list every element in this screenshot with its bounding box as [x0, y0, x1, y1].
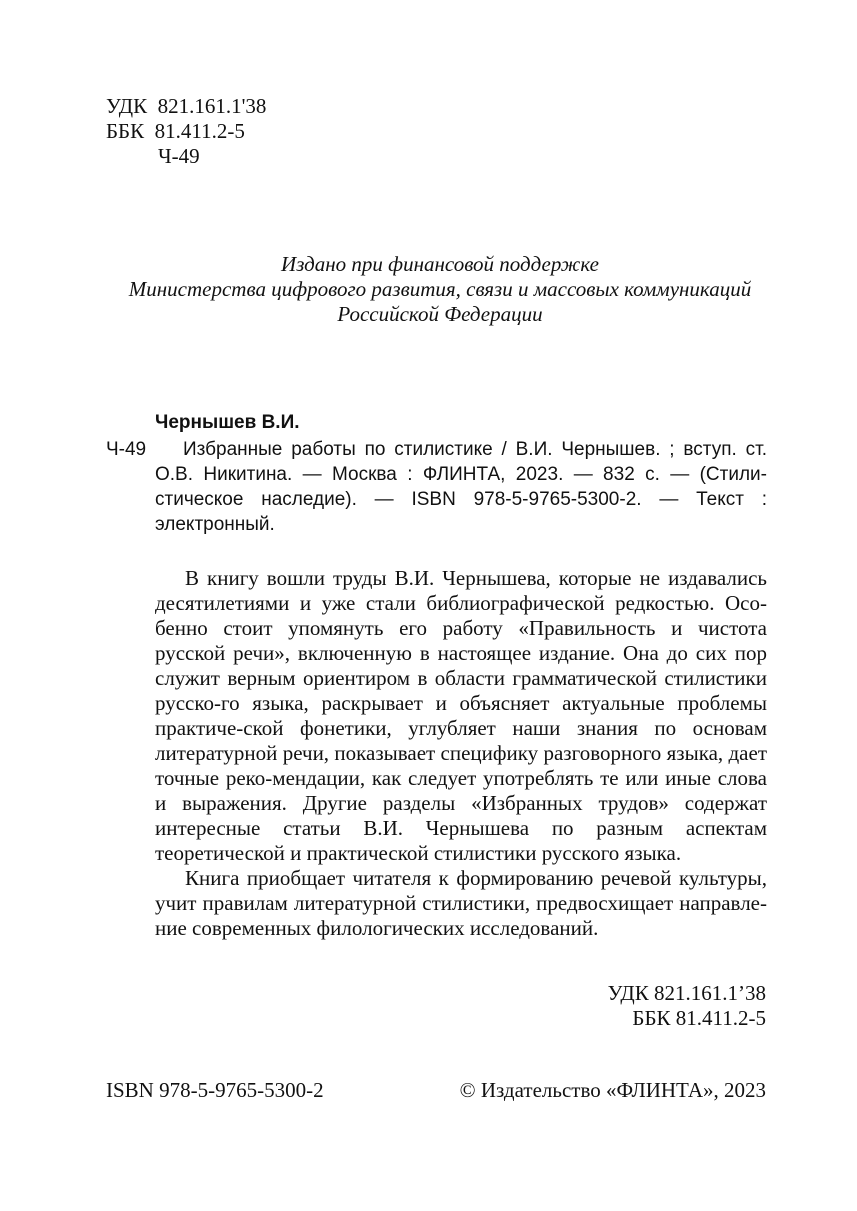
funding-line-2: Министерства цифрового развития, связи и массовых коммуникаций [128, 277, 752, 301]
funding-notice [60, 252, 820, 327]
udk-code: УДК 821.161.1'38 [106, 94, 267, 118]
catalog-author: Чернышев В.И. [155, 412, 300, 433]
author-mark: Ч-49 [158, 144, 200, 168]
classification-codes [106, 94, 266, 169]
annotation [155, 566, 767, 941]
isbn: ISBN 978-5-9765-5300-2 [106, 1078, 324, 1102]
bibliographic-text: Избранные работы по стилистике / В.И. Чернышев. ; вступ. ст. О.В. Никитина. — Москва : ФЛИНТА, 2023. — 832 с. — (Стилистическое наследие). — ISBN 978-5-9765-5300-2. — Текст : электронный. [155, 439, 767, 535]
bbk-code: ББК 81.411.2-5 [106, 119, 245, 143]
bottom-classification-codes [608, 981, 766, 1031]
annotation-paragraph-1: В книгу вошли труды В.И. Чернышева, которые не издавались десятилетиями и уже стали библиографической редкостью. Осо-бенно стоит упомянуть его работу «Правильность и чистота русской речи», включенную в настоящее издание. Она до сих пор служит верным ориентиром в области грамматической стилистики русско-го языка, раскрывает и объясняет актуальные проблемы практиче-ской фонетики, углубляет наши знания по основам литературной речи, показывает специфику разговорного языка, дает точные реко-мендации, как следует употреблять те или иные слова и выражения. Другие разделы «Избранных трудов» содержат интересные статьи В.И. Чернышева по разным аспектам теоретической и практической стилистики русского языка. [155, 566, 767, 865]
annotation-paragraph-2: Книга приобщает читателя к формированию речевой культуры, учит правилам литературной стилистики, предвосхищает направле-ние современных филологических исследований. [155, 866, 767, 940]
funding-line-3: Российской Федерации [337, 302, 543, 326]
bibliographic-description [155, 437, 767, 537]
copyright: © Издательство «ФЛИНТА», 2023 [459, 1078, 766, 1102]
funding-line-1: Издано при финансовой поддержке [281, 252, 599, 276]
catalog-author-mark: Ч-49 [106, 439, 147, 460]
bottom-udk-code: УДК 821.161.1’38 [607, 981, 766, 1005]
bottom-bbk-code: ББК 81.411.2-5 [632, 1006, 766, 1030]
